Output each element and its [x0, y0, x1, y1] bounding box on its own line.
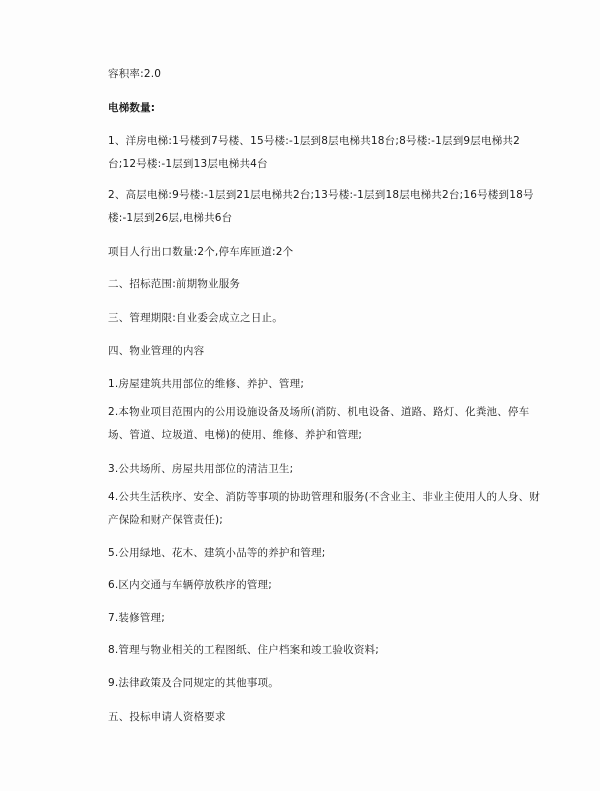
- content-item-3: 3.公共场所、房屋共用部位的清洁卫生;: [108, 463, 294, 475]
- content-item-7: 7.装修管理;: [108, 612, 165, 624]
- content-item-2: 2.本物业项目范围内的公用设施设备及场所(消防、机电设备、道路、路灯、化粪池、停车场、管道、垃圾道、电梯)的使用、维修、养护和管理;: [108, 406, 530, 441]
- content-item-9: 9.法律政策及合同规定的其他事项。: [108, 677, 279, 689]
- plot-ratio-text: 容积率:2.0: [108, 68, 162, 80]
- entrances-text: 项目人行出口数量:2个,停车库匝道:2个: [108, 246, 294, 258]
- content-heading: 四、物业管理的内容: [108, 345, 205, 357]
- term-heading: 三、管理期限:自业委会成立之日止。: [108, 312, 283, 324]
- content-item-4: 4.公共生活秩序、安全、消防等事项的协助管理和服务(不含业主、非业主使用人的人身、财产保险和财产保管责任);: [108, 491, 541, 526]
- elevator-heading: 电梯数量:: [108, 102, 156, 114]
- content-item-1: 1.房屋建筑共用部位的维修、养护、管理;: [108, 378, 305, 390]
- elevator-item-1: 1、洋房电梯:1号楼到7号楼、15号楼:-1层到8层电梯共18台;8号楼:-1层到9层电梯共2台;12号楼:-1层到13层电梯共4台: [108, 135, 520, 170]
- scope-heading: 二、招标范围:前期物业服务: [108, 278, 241, 290]
- elevator-item-2: 2、高层电梯:9号楼:-1层到21层电梯共2台;13号楼:-1层到18层电梯共2台;16号楼到18号楼:-1层到26层,电梯共6台: [108, 189, 534, 224]
- content-item-8: 8.管理与物业相关的工程图纸、住户档案和竣工验收资料;: [108, 644, 379, 656]
- content-item-6: 6.区内交通与车辆停放秩序的管理;: [108, 579, 272, 591]
- qualification-heading: 五、投标申请人资格要求: [108, 711, 226, 723]
- content-item-5: 5.公用绿地、花木、建筑小品等的养护和管理;: [108, 547, 326, 559]
